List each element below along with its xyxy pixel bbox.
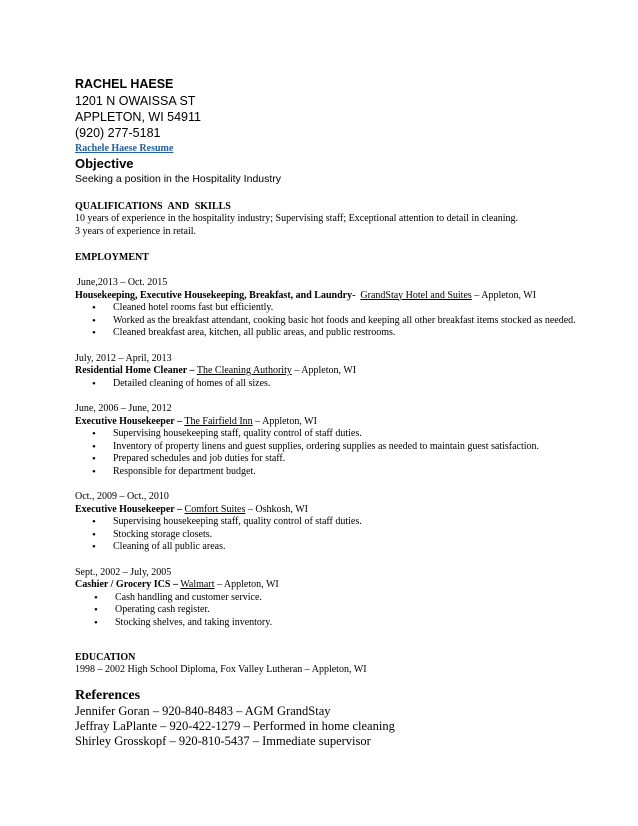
objective-text: Seeking a position in the Hospitality Industry	[75, 173, 282, 185]
job-dates: June, 2006 – June, 2012	[75, 403, 172, 414]
job-title: Executive Housekeeper –	[75, 415, 183, 427]
job-location: – Oshkosh, WI	[247, 503, 308, 515]
job-dates: July, 2012 – April, 2013	[75, 352, 172, 364]
job-duties	[75, 378, 595, 391]
job-employer: The Fairfield Inn	[184, 415, 253, 427]
reference-item: Jeffray LaPlante – 920-422-1279 – Performed in home cleaning	[75, 718, 395, 733]
job-title: Cashier / Grocery ICS –	[75, 579, 178, 590]
list-item: • Prepared schedules and job duties for staff.	[75, 453, 595, 466]
resume-link[interactable]: Rachele Haese Resume	[75, 143, 174, 154]
list-item: • Supervising housekeeping staff, quality control of staff duties.	[75, 516, 595, 529]
list-item: • Cleaned hotel rooms fast but efficiently.	[75, 302, 595, 315]
list-item: • Supervising housekeeping staff, quality control of staff duties.	[75, 428, 595, 441]
job-employer: Walmart	[180, 579, 215, 590]
employment-heading: EMPLOYMENT	[75, 252, 149, 263]
list-item: • Detailed cleaning of homes of all sizes.	[75, 378, 595, 391]
resume-page	[75, 76, 595, 749]
job-dates: Oct., 2009 – Oct., 2010	[75, 491, 169, 502]
job-duties	[75, 592, 595, 630]
qualifications-line: 3 years of experience in retail.	[75, 225, 197, 237]
objective-heading: Objective	[75, 156, 134, 171]
qualifications-line: 10 years of experience in the hospitality industry; Supervising staff; Exceptional attention to detail in cleaning.	[75, 213, 519, 224]
job-entry	[75, 353, 595, 391]
job-title: Residential Home Cleaner –	[75, 365, 195, 376]
list-item: • Stocking shelves, and taking inventory.	[77, 617, 595, 630]
list-item: • Cleaned breakfast area, kitchen, all public areas, and public restrooms.	[75, 327, 595, 340]
job-entry	[75, 277, 595, 340]
reference-item: Shirley Grosskopf – 920-810-5437 – Immediate supervisor	[75, 733, 371, 748]
list-item: • Operating cash register.	[77, 604, 595, 617]
list-item: • Stocking storage closets.	[75, 529, 595, 542]
job-header	[75, 579, 595, 592]
job-employer: The Cleaning Authority	[196, 365, 292, 376]
candidate-name: RACHEL HAESE	[75, 77, 174, 91]
job-employer: Comfort Suites	[184, 503, 246, 515]
phone-number: (920) 277-5181	[75, 126, 161, 140]
city-state-zip: APPLETON, WI 54911	[75, 110, 201, 124]
education-text: 1998 – 2002 High School Diploma, Fox Valley Lutheran – Appleton, WI	[75, 664, 367, 675]
list-item: • Cash handling and customer service.	[77, 592, 595, 605]
job-title: Housekeeping, Executive Housekeeping, Breakfast, and Laundry-	[75, 289, 356, 301]
list-item: • Responsible for department budget.	[75, 466, 595, 479]
job-header	[75, 365, 595, 378]
job-entry	[75, 567, 595, 630]
job-header	[75, 504, 595, 517]
list-item: • Inventory of property linens and guest supplies, ordering supplies as needed to maintain guest satisfaction.	[75, 441, 595, 454]
job-dates: June,2013 – Oct. 2015	[77, 277, 168, 288]
references-heading: References	[75, 687, 141, 703]
job-duties	[75, 516, 595, 554]
job-entry	[75, 491, 595, 554]
list-item: • Cleaning of all public areas.	[75, 541, 595, 554]
list-item: • Worked as the breakfast attendant, cooking basic hot foods and keeping all other breakfast items stocked as needed.	[75, 315, 595, 328]
job-duties	[75, 428, 595, 478]
street-address: 1201 N OWAISSA ST	[75, 94, 196, 108]
job-location: – Appleton, WI	[294, 365, 357, 376]
job-header	[75, 416, 595, 429]
job-location: – Appleton, WI	[216, 579, 279, 590]
education-heading: EDUCATION	[75, 652, 136, 663]
job-location: – Appleton, WI	[255, 415, 317, 427]
job-entry	[75, 403, 595, 478]
qualifications-heading: QUALIFICATIONS AND SKILLS	[75, 201, 231, 212]
job-dates: Sept., 2002 – July, 2005	[75, 566, 172, 578]
job-employer: GrandStay Hotel and Suites	[360, 289, 472, 301]
job-duties	[75, 302, 595, 340]
job-header	[75, 290, 595, 303]
reference-item: Jennifer Goran – 920-840-8483 – AGM GrandStay	[75, 703, 331, 718]
job-title: Executive Housekeeper –	[75, 503, 183, 515]
job-location: – Appleton, WI	[474, 289, 537, 301]
